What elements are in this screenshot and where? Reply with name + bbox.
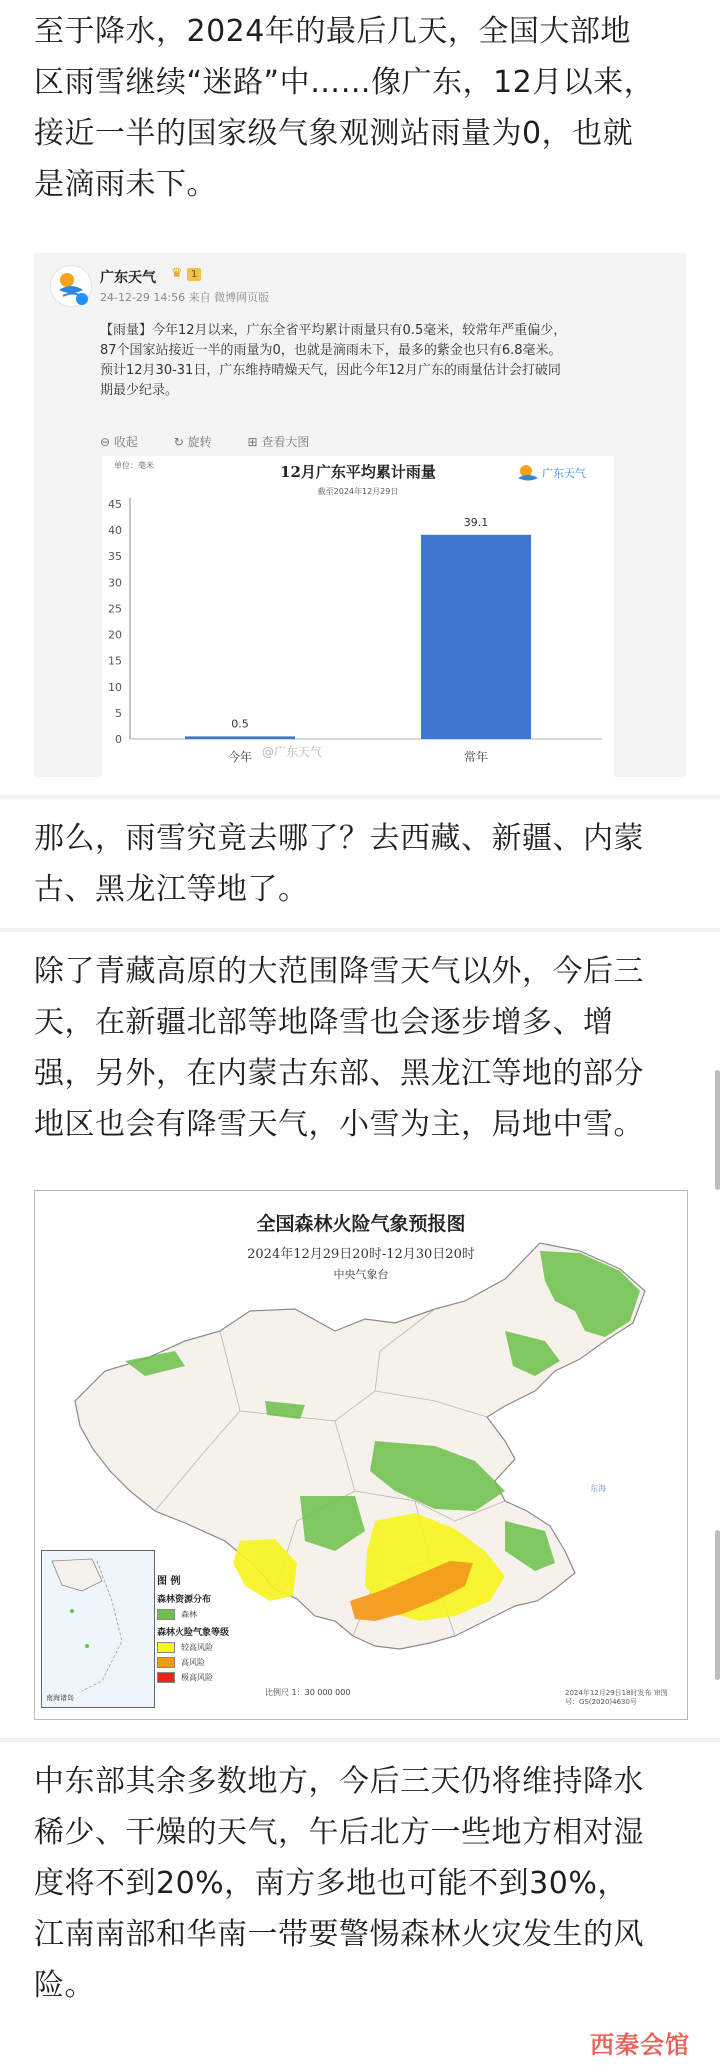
- chart-unit-label: 单位：毫米: [114, 461, 154, 470]
- legend-swatch: [157, 1672, 175, 1683]
- rotate-button[interactable]: ↻ 旋转: [173, 435, 212, 449]
- map-title: 全国森林火险气象预报图: [256, 1213, 466, 1235]
- chart-logo: [518, 465, 586, 481]
- y-tick-label: 0: [115, 733, 122, 746]
- rotate-label: 旋转: [187, 435, 212, 449]
- weibo-post-image[interactable]: [34, 253, 686, 777]
- collapse-button[interactable]: ⊖ 收起: [100, 435, 138, 449]
- legend-forest-heading: 森林资源分布: [157, 1595, 212, 1605]
- post-line: 87个国家站接近一半的雨量为0，也就是滴雨未下，最多的紫金也只有6.8毫米。: [100, 343, 562, 358]
- text-line: 接近一半的国家级气象观测站雨量为0，也就: [34, 116, 634, 151]
- x-category-label: 常年: [463, 750, 489, 764]
- sea-label: 东海: [590, 1484, 606, 1493]
- post-line: 期最少纪录。: [100, 383, 179, 398]
- view-large-button[interactable]: ⊞ 查看大图: [247, 435, 310, 449]
- y-tick-label: 45: [108, 498, 122, 511]
- rainfall-chart: [102, 456, 614, 777]
- text-line: 那么，雨雪究竟去哪了？去西藏、新疆、内蒙: [34, 821, 644, 856]
- legend-fire-heading: 森林火险气象等级: [157, 1628, 230, 1638]
- bar-value-label: 39.1: [463, 515, 489, 529]
- text-line: 度将不到20%，南方多地也可能不到30%，: [34, 1866, 628, 1901]
- paragraph-question: [34, 813, 686, 915]
- legend-swatch-forest: [157, 1609, 175, 1620]
- paragraph-dry-weather: [34, 1756, 686, 2011]
- text-line: 除了青藏高原的大范围降雪天气以外，今后三: [34, 954, 644, 989]
- text-line: 至于降水，2024年的最后几天，全国大部地: [34, 14, 631, 49]
- text-line: 稀少、干燥的天气，午后北方一些地方相对湿: [34, 1815, 644, 1850]
- map-stamp: 2024年12月29日18时发布 审图号：GS(2020)4630号: [565, 1689, 668, 1706]
- map-agency: 中央气象台: [333, 1268, 389, 1281]
- paragraph-intro: [34, 6, 686, 210]
- chart-logo-text: 广东天气: [542, 467, 586, 480]
- legend-label: 高风险: [181, 1658, 205, 1667]
- weibo-post-text: [100, 321, 670, 401]
- y-tick-label: 40: [108, 524, 122, 538]
- bar-value-label: 0.5: [231, 717, 249, 731]
- collapse-label: 收起: [113, 435, 138, 449]
- level-badge: 1: [187, 268, 201, 281]
- legend-label: 森林: [181, 1610, 197, 1619]
- map-legend: [157, 1572, 277, 1700]
- chart-subtitle: 截至2024年12月29日: [317, 487, 399, 496]
- weibo-watermark: @广东天气: [262, 745, 323, 759]
- text-line: 强，另外，在内蒙古东部、黑龙江等地的部分: [34, 1056, 644, 1091]
- x-category-label: 今年: [227, 750, 253, 764]
- legend-row: [157, 1657, 277, 1668]
- map-subtitle: 2024年12月29日20时-12月30日20时: [247, 1247, 475, 1262]
- y-tick-label: 15: [108, 654, 122, 668]
- text-line: 江南南部和华南一带要警惕森林火灾发生的风: [34, 1917, 644, 1952]
- legend-row: [157, 1672, 277, 1683]
- post-line: 【雨量】今年12月以来，广东全省平均累计雨量只有0.5毫米，较常年严重偏少，: [100, 323, 567, 338]
- south-china-sea-inset: [41, 1550, 155, 1708]
- section-divider: [0, 795, 720, 799]
- post-line: 预计12月30-31日，广东维持晴燥天气，因此今年12月广东的雨量估计会打破同: [100, 363, 561, 378]
- y-tick-label: 5: [115, 706, 122, 720]
- forest-fire-map-image[interactable]: [34, 1190, 688, 1720]
- view-large-label: 查看大图: [261, 435, 310, 449]
- map-scale: 比例尺 1：30 000 000: [265, 1688, 351, 1697]
- scrollbar-thumb-lower[interactable]: [715, 1530, 720, 1680]
- text-line: 区雨雪继续“迷路”中……像广东，12月以来，: [34, 65, 655, 100]
- weibo-username[interactable]: 广东天气: [100, 270, 156, 286]
- text-line: 地区也会有降雪天气，小雪为主，局地中雪。: [34, 1107, 644, 1142]
- y-tick-label: 20: [108, 628, 122, 642]
- legend-title: 图 例: [157, 1576, 181, 1587]
- legend-swatch: [157, 1642, 175, 1653]
- paragraph-snow: [34, 946, 686, 1150]
- post-meta: 24-12-29 14:56 来自 微博网页版: [100, 291, 270, 304]
- site-watermark: 西秦会馆: [590, 2031, 690, 2059]
- y-tick-label: 30: [108, 576, 122, 590]
- legend-label: 较高风险: [181, 1643, 213, 1652]
- y-tick-label: 10: [108, 680, 122, 694]
- text-line: 古、黑龙江等地了。: [34, 872, 309, 907]
- text-line: 中东部其余多数地方，今后三天仍将维持降水: [34, 1764, 644, 1799]
- inset-map: [42, 1551, 154, 1707]
- legend-row: [157, 1642, 277, 1653]
- scrollbar-thumb[interactable]: [715, 1070, 720, 1190]
- crown-icon: ♛: [171, 266, 183, 281]
- post-actions: [100, 433, 341, 450]
- legend-label: 极高风险: [181, 1673, 213, 1682]
- text-line: 是滴雨未下。: [34, 167, 217, 202]
- verified-badge-icon: [76, 293, 88, 305]
- inset-label: 南海诸岛: [46, 1694, 74, 1702]
- legend-row: [157, 1609, 277, 1620]
- text-line: 险。: [34, 1968, 95, 2003]
- bar-0: [185, 736, 295, 739]
- y-tick-label: 25: [108, 602, 122, 616]
- bar-1: [421, 535, 531, 739]
- section-divider: [0, 1738, 720, 1742]
- legend-swatch: [157, 1657, 175, 1668]
- rainfall-bar-chart: [102, 456, 614, 777]
- section-divider: [0, 928, 720, 932]
- text-line: 天，在新疆北部等地降雪也会逐步增多、增: [34, 1005, 614, 1040]
- chart-title: 12月广东平均累计雨量: [280, 463, 436, 481]
- y-tick-label: 35: [108, 550, 122, 564]
